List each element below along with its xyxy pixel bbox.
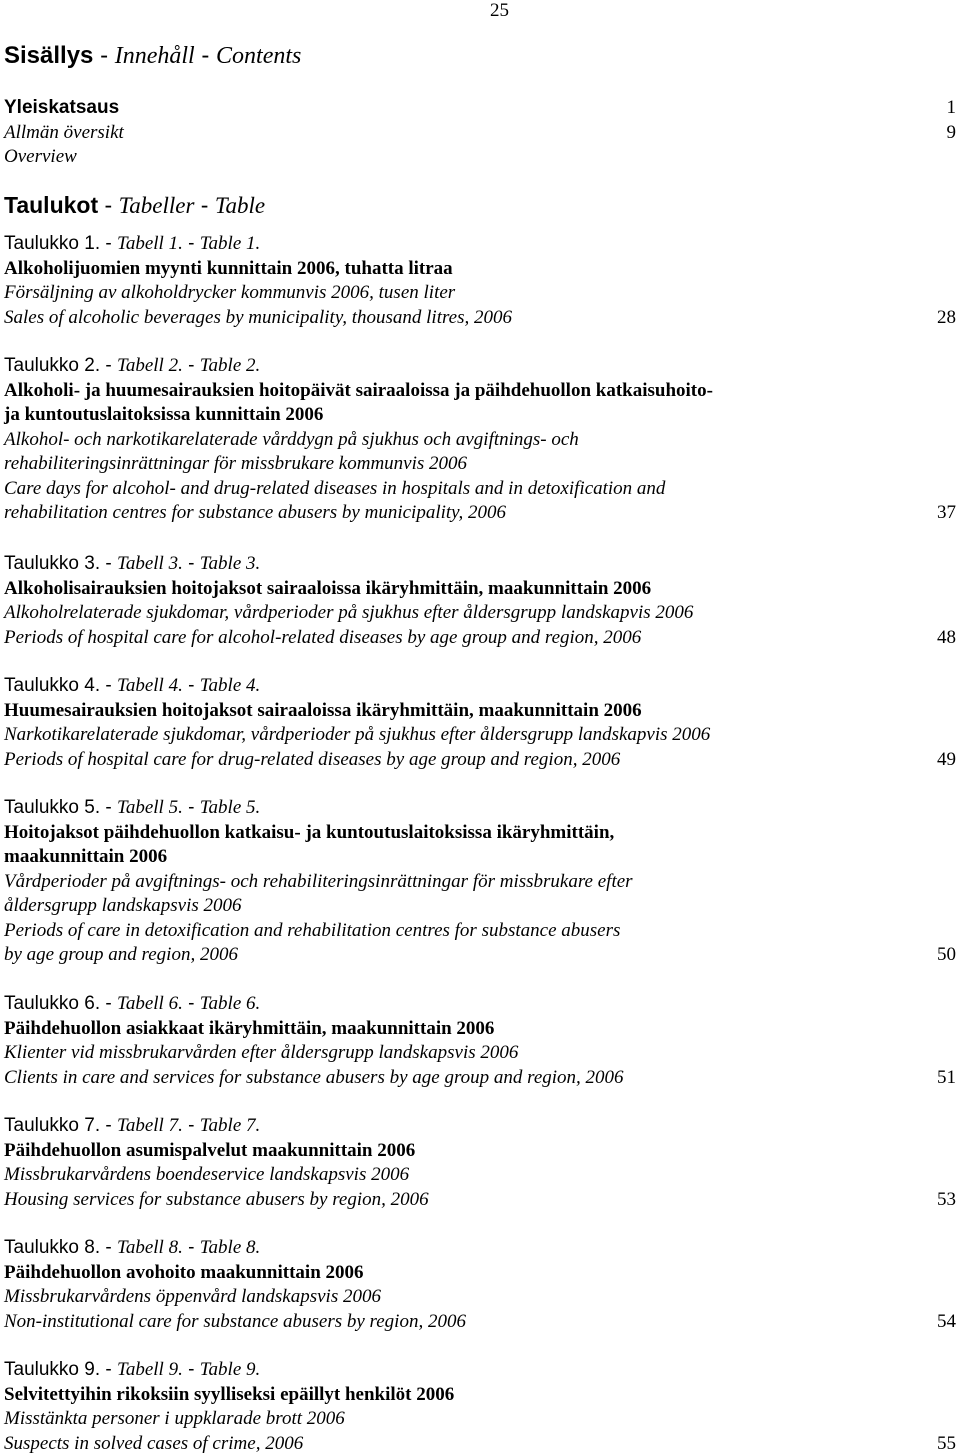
toc-entry[interactable] <box>4 1358 956 1456</box>
entry-title-en: Periods of hospital care for drug-related diseases by age group and region, 2006 <box>4 748 621 770</box>
toc-entry-line <box>4 699 956 724</box>
table-label-sv: Tabell 3. <box>117 553 183 574</box>
toc-entry-line <box>4 626 956 651</box>
toc-entry-line <box>4 943 956 968</box>
toc-entry-line <box>4 1139 956 1164</box>
toc-entry-label <box>4 1358 956 1383</box>
entry-title-sv: Vårdperioder på avgiftnings- och rehabiliteringsinrättningar för missbrukare efter <box>4 870 633 892</box>
table-label-sv: Tabell 6. <box>117 993 183 1014</box>
entry-title-fi: Alkoholi- ja huumesairauksien hoitopäivät sairaaloissa ja päihdehuollon katkaisuhoito- <box>4 379 713 401</box>
label-separator: - <box>182 797 200 818</box>
toc-entry-line <box>4 1432 956 1456</box>
toc-entry[interactable] <box>4 552 956 650</box>
title-en: Contents <box>216 43 302 69</box>
toc-entry-label <box>4 1236 956 1261</box>
entry-title-fi: maakunnittain 2006 <box>4 846 168 867</box>
overview-fi: Yleiskatsaus <box>4 97 120 118</box>
entry-title-sv: Klienter vid missbrukarvården efter åldersgrupp landskapsvis 2006 <box>4 1042 519 1063</box>
table-label-en: Table 1. <box>199 233 261 254</box>
toc-entry-line <box>4 403 956 428</box>
label-separator: - <box>182 233 200 254</box>
title-fi: Sisällys <box>4 42 94 69</box>
label-separator: - <box>100 1359 118 1380</box>
title-separator: - <box>93 42 115 69</box>
label-separator: - <box>182 993 200 1014</box>
toc-entry-line <box>4 821 956 846</box>
label-separator: - <box>182 1359 200 1380</box>
toc-entry-label <box>4 1114 956 1139</box>
title-separator: - <box>194 42 217 69</box>
toc-entry[interactable] <box>4 796 956 968</box>
entry-title-sv: Försäljning av alkoholdrycker kommunvis 2006, tusen liter <box>4 282 456 303</box>
label-separator: - <box>182 675 200 696</box>
toc-entry-line <box>4 601 956 626</box>
overview-sv-page: 9 <box>946 121 956 143</box>
entry-title-en: Non-institutional care for substance abusers by region, 2006 <box>4 1310 466 1332</box>
entry-page-number: 51 <box>937 1066 956 1088</box>
table-label-sv: Tabell 2. <box>117 355 183 376</box>
toc-entry-line <box>4 577 956 602</box>
entry-title-en: Housing services for substance abusers by region, 2006 <box>4 1188 429 1210</box>
label-separator: - <box>100 797 118 818</box>
entry-title-sv: Missbrukarvårdens boendeservice landskapsvis 2006 <box>4 1164 410 1185</box>
toc-entry[interactable] <box>4 354 956 526</box>
toc-entry-line <box>4 1163 956 1188</box>
table-label-fi: Taulukko 9. <box>4 1359 101 1380</box>
toc-entry-line <box>4 723 956 748</box>
table-label-fi: Taulukko 8. <box>4 1237 101 1258</box>
label-separator: - <box>100 675 118 696</box>
table-label-sv: Tabell 1. <box>117 233 183 254</box>
toc-entry-label <box>4 796 956 821</box>
toc-entry-line <box>4 452 956 477</box>
entry-title-sv: Alkoholrelaterade sjukdomar, vårdperioder på sjukhus efter åldersgrupp landskapvis 2006 <box>4 602 694 623</box>
entry-page-number: 28 <box>937 306 956 328</box>
tables-heading-fi: Taulukot <box>4 192 99 218</box>
toc-entry-label <box>4 552 956 577</box>
entry-title-fi: Alkoholijuomien myynti kunnittain 2006, tuhatta litraa <box>4 257 453 279</box>
entry-page-number: 55 <box>937 1432 956 1454</box>
entry-title-en: rehabilitation centres for substance abusers by municipality, 2006 <box>4 502 507 523</box>
label-separator: - <box>100 993 118 1014</box>
label-separator: - <box>182 1115 200 1136</box>
entry-title-sv: rehabiliteringsinrättningar för missbrukare kommunvis 2006 <box>4 453 468 474</box>
toc-entry[interactable] <box>4 1236 956 1334</box>
toc-entry-line <box>4 306 956 331</box>
entry-title-en: Periods of hospital care for alcohol-related diseases by age group and region, 2006 <box>4 626 642 648</box>
entry-title-sv: Missbrukarvårdens öppenvård landskapsvis 2006 <box>4 1286 381 1307</box>
entry-title-fi: Alkoholisairauksien hoitojaksot sairaaloissa ikäryhmittäin, maakunnittain 2006 <box>4 577 652 599</box>
overview-sv: Allmän översikt <box>4 121 124 143</box>
table-label-en: Table 8. <box>199 1237 261 1258</box>
entry-title-fi: Päihdehuollon asiakkaat ikäryhmittäin, maakunnittain 2006 <box>4 1017 495 1039</box>
table-label-fi: Taulukko 1. <box>4 233 101 254</box>
label-separator: - <box>100 355 118 376</box>
entry-title-fi: ja kuntoutuslaitoksissa kunnittain 2006 <box>4 404 324 425</box>
toc-entry-line <box>4 1383 956 1408</box>
entry-page-number: 53 <box>937 1188 956 1210</box>
page-title <box>4 42 301 70</box>
table-label-en: Table 5. <box>199 797 261 818</box>
label-separator: - <box>100 553 118 574</box>
entry-page-number: 37 <box>937 502 956 523</box>
toc-entry-label <box>4 232 956 257</box>
toc-entry-line <box>4 501 956 526</box>
toc-entry-label <box>4 674 956 699</box>
table-label-sv: Tabell 9. <box>117 1359 183 1380</box>
entry-title-fi: Huumesairauksien hoitojaksot sairaaloissa ikäryhmittäin, maakunnittain 2006 <box>4 699 642 721</box>
table-label-fi: Taulukko 2. <box>4 355 101 376</box>
toc-entry[interactable] <box>4 992 956 1090</box>
table-label-sv: Tabell 7. <box>117 1115 183 1136</box>
table-label-sv: Tabell 5. <box>117 797 183 818</box>
label-separator: - <box>182 355 200 376</box>
tables-heading-separator: - <box>194 192 215 218</box>
tables-heading-separator: - <box>98 192 119 218</box>
toc-entry[interactable] <box>4 674 956 772</box>
table-label-fi: Taulukko 3. <box>4 553 101 574</box>
entry-title-sv: Alkohol- och narkotikarelaterade vårddygn på sjukhus och avgiftnings- och <box>4 428 579 450</box>
toc-entry-line <box>4 894 956 919</box>
entry-page-number: 49 <box>937 748 956 770</box>
toc-entry-line <box>4 870 956 895</box>
label-separator: - <box>100 233 118 254</box>
table-label-fi: Taulukko 7. <box>4 1115 101 1136</box>
entry-title-fi: Hoitojaksot päihdehuollon katkaisu- ja kuntoutuslaitoksissa ikäryhmittäin, <box>4 821 615 843</box>
table-label-sv: Tabell 8. <box>117 1237 183 1258</box>
label-separator: - <box>182 1237 200 1258</box>
entry-title-en: Sales of alcoholic beverages by municipality, thousand litres, 2006 <box>4 306 512 328</box>
toc-entry-line <box>4 919 956 944</box>
table-label-en: Table 7. <box>199 1115 261 1136</box>
toc-entry-line <box>4 845 956 870</box>
overview-fi-line[interactable] <box>4 96 956 121</box>
toc-entry-label <box>4 992 956 1017</box>
toc-entry-line <box>4 379 956 404</box>
toc-entry-line <box>4 1188 956 1213</box>
toc-entry[interactable] <box>4 1114 956 1212</box>
table-label-fi: Taulukko 4. <box>4 675 101 696</box>
table-label-en: Table 3. <box>199 553 261 574</box>
tables-heading-en: Table <box>214 193 266 218</box>
overview-fi-page: 1 <box>946 97 956 118</box>
table-label-en: Table 2. <box>199 355 261 376</box>
entry-page-number: 54 <box>937 1310 956 1332</box>
table-label-fi: Taulukko 5. <box>4 797 101 818</box>
label-separator: - <box>100 1115 118 1136</box>
toc-entry-line <box>4 1041 956 1066</box>
tables-heading-sv: Tabeller <box>118 193 195 218</box>
overview-section <box>4 96 956 170</box>
table-label-en: Table 9. <box>199 1359 261 1380</box>
toc-entry-line <box>4 1066 956 1091</box>
tables-heading <box>4 192 265 219</box>
toc-entry-line <box>4 281 956 306</box>
entry-title-fi: Päihdehuollon asumispalvelut maakunnittain 2006 <box>4 1139 416 1161</box>
entry-title-fi: Päihdehuollon avohoito maakunnittain 2006 <box>4 1261 364 1283</box>
toc-entry-line <box>4 477 956 502</box>
toc-entry-line <box>4 1261 956 1286</box>
entry-title-en: by age group and region, 2006 <box>4 944 238 965</box>
title-sv: Innehåll <box>114 43 195 69</box>
toc-entry[interactable] <box>4 232 956 330</box>
toc-entry-line <box>4 748 956 773</box>
overview-en-line[interactable] <box>4 145 956 170</box>
label-separator: - <box>100 1237 118 1258</box>
entry-title-sv: Misstänkta personer i uppklarade brott 2006 <box>4 1408 345 1429</box>
entry-title-en: Clients in care and services for substance abusers by age group and region, 2006 <box>4 1066 624 1088</box>
table-label-fi: Taulukko 6. <box>4 993 101 1014</box>
overview-sv-line[interactable] <box>4 121 956 146</box>
entry-title-en: Care days for alcohol- and drug-related diseases in hospitals and in detoxification and <box>4 477 666 499</box>
entry-page-number: 50 <box>937 944 956 965</box>
entry-title-en: Suspects in solved cases of crime, 2006 <box>4 1432 304 1454</box>
entry-title-en: Periods of care in detoxification and rehabilitation centres for substance abusers <box>4 919 621 941</box>
toc-entry-line <box>4 1310 956 1335</box>
entry-title-sv: Narkotikarelaterade sjukdomar, vårdperioder på sjukhus efter åldersgrupp landskapvis 2006 <box>4 724 711 745</box>
entry-title-sv: åldersgrupp landskapsvis 2006 <box>4 895 242 916</box>
table-label-en: Table 6. <box>199 993 261 1014</box>
entry-title-fi: Selvitettyihin rikoksiin syylliseksi epäillyt henkilöt 2006 <box>4 1383 455 1405</box>
page-number: 25 <box>490 0 509 21</box>
entry-page-number: 48 <box>937 626 956 648</box>
toc-entry-label <box>4 354 956 379</box>
toc-entry-line <box>4 257 956 282</box>
toc-entry-line <box>4 1285 956 1310</box>
label-separator: - <box>182 553 200 574</box>
toc-entry-line <box>4 1017 956 1042</box>
table-label-sv: Tabell 4. <box>117 675 183 696</box>
overview-en: Overview <box>4 146 77 167</box>
toc-entry-line <box>4 1407 956 1432</box>
toc-entry-line <box>4 428 956 453</box>
table-label-en: Table 4. <box>199 675 261 696</box>
